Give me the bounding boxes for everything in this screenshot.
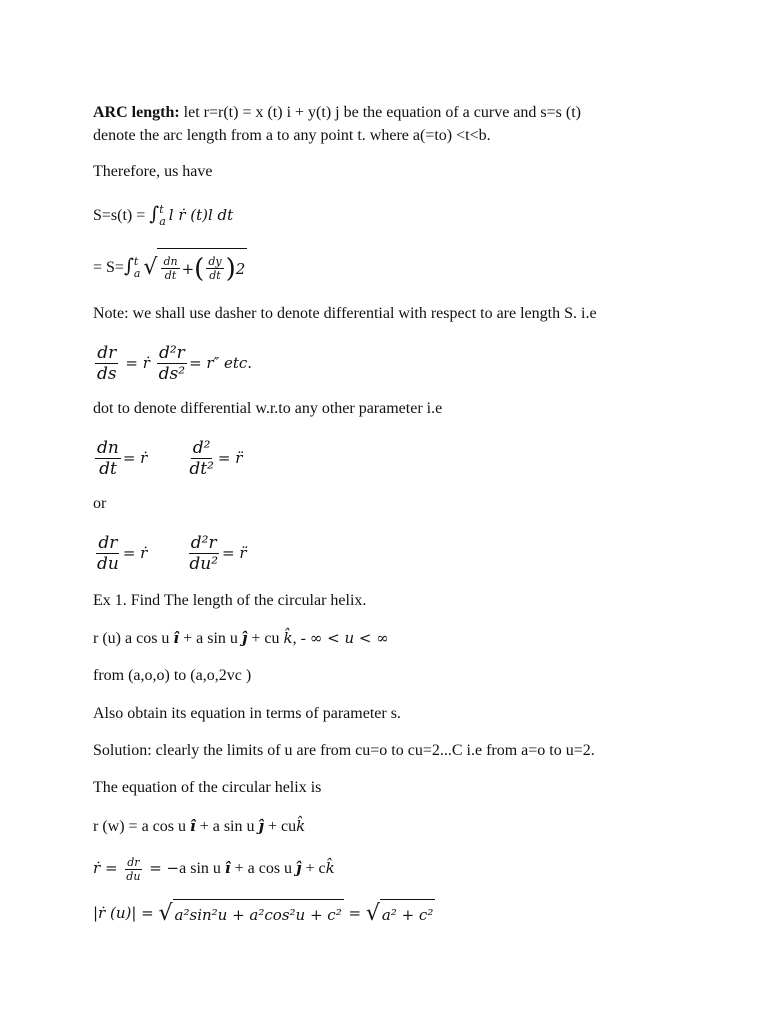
equation-dash-derivatives: $\frac{dr}{ds}$ = ṙ $\frac{\text{d²r}}{\text{ds²}}$ = r″ etc. xyxy=(97,342,253,384)
equation-arc-length-sqrt: = S=∫ t a √ $\frac{dn}{dt}$ + ( $\frac{dy}{dt}$ ) 2 xyxy=(93,246,247,289)
sqrt-expression: √ $\frac{dn}{dt}$ + ( $\frac{dy}{dt}$ ) 2 xyxy=(143,248,247,289)
solution-line: Solution: clearly the limits of u are from cu=o to cu=2...C i.e from a=o to u=2. xyxy=(93,742,595,759)
from-line: from (a,o,o) to (a,o,2vc ) xyxy=(93,667,252,684)
r-dot-equation-line: ṙ = $\frac{dr}{du}$ = −a sin u î + a cos u ĵ + ck̂ xyxy=(93,855,335,883)
equation-of-helix-line: The equation of the circular helix is xyxy=(93,779,322,796)
equation-dot-derivatives-t: $\frac{dn}{dt}$ = ṙ $\frac{\text{d²}}{\text{dt²}}$ = r̈ xyxy=(97,437,243,479)
equation-arc-length-integral: S=s(t) = ∫ t a l ṙ (t)l dt xyxy=(93,203,234,229)
also-obtain-line: Also obtain its equation in terms of parameter s. xyxy=(93,705,401,722)
helix-r-w-line: r (w) = a cos u î + a sin u ĵ + cuk̂ xyxy=(93,817,306,835)
example-1-line: Ex 1. Find The length of the circular helix. xyxy=(93,592,367,609)
paragraph-arc-length-line2: denote the arc length from a to any point t. where a(=to) <t<b. xyxy=(93,127,491,144)
magnitude-equation-line: |ṙ (u)| = √ a²sin²u + a²cos²u + c² = √ a² + c² xyxy=(93,898,435,930)
note-line: Note: we shall use dasher to denote differential with respect to are length S. i.e xyxy=(93,305,597,322)
helix-equation-line: r (u) a cos u î + a sin u ĵ + cu k̂, - ∞ < u < ∞ xyxy=(93,629,389,647)
arc-length-heading: ARC length: xyxy=(93,104,180,121)
therefore-line: Therefore, us have xyxy=(93,163,213,180)
or-line: or xyxy=(93,495,107,512)
paragraph-arc-length-line1: ARC length: let r=r(t) = x (t) i + y(t) j be the equation of a curve and s=s (t) xyxy=(93,104,581,121)
equation-dot-derivatives-u: $\frac{dr}{du}$ = ṙ $\frac{\text{d²r}}{\text{du²}}$ = r̈ xyxy=(97,532,247,574)
dot-note-line: dot to denote differential w.r.to any other parameter i.e xyxy=(93,400,443,417)
